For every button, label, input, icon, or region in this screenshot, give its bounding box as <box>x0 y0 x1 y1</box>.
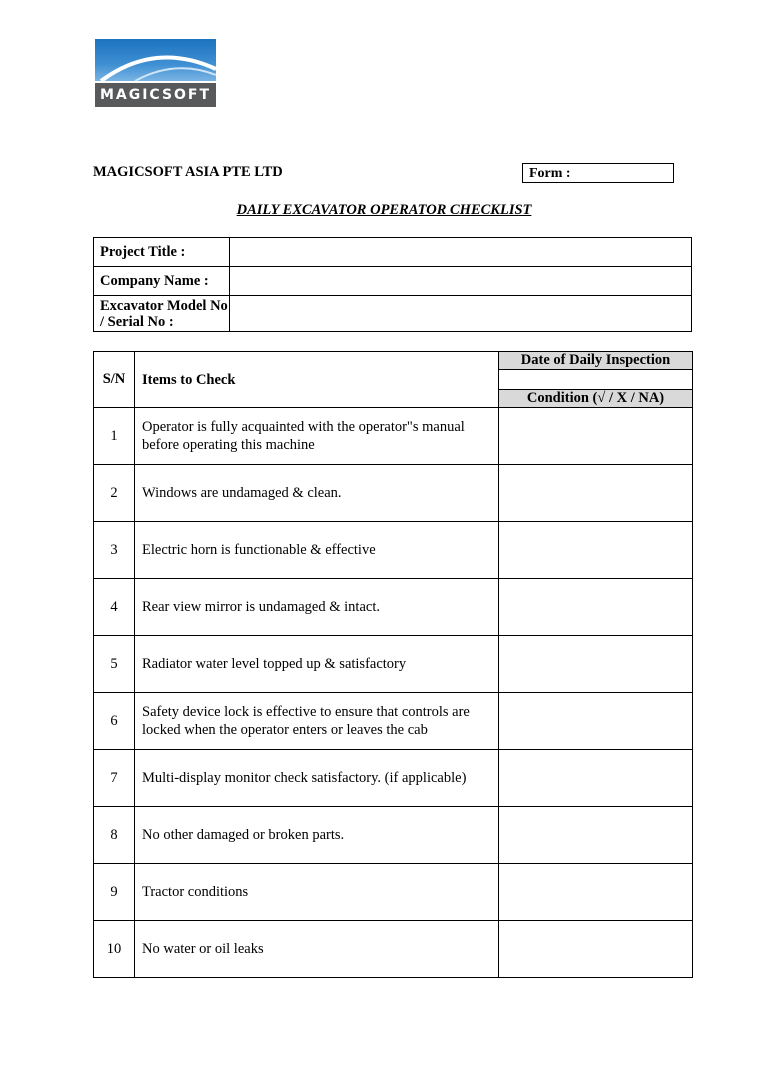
row-item: Rear view mirror is undamaged & intact. <box>135 579 499 636</box>
row-item: Electric horn is functionable & effective <box>135 522 499 579</box>
row-sn: 8 <box>94 807 135 864</box>
form-number-field[interactable] <box>522 163 674 183</box>
table-row <box>94 465 693 522</box>
inspection-date-field[interactable] <box>499 370 693 390</box>
row-sn: 2 <box>94 465 135 522</box>
row-condition-cell[interactable] <box>499 864 693 921</box>
row-sn: 9 <box>94 864 135 921</box>
table-row <box>94 522 693 579</box>
table-row <box>94 693 693 750</box>
page-title: DAILY EXCAVATOR OPERATOR CHECKLIST <box>236 202 532 218</box>
table-row <box>94 864 693 921</box>
row-item: No water or oil leaks <box>135 921 499 978</box>
row-sn: 5 <box>94 636 135 693</box>
row-sn: 1 <box>94 408 135 465</box>
row-item: Windows are undamaged & clean. <box>135 465 499 522</box>
row-condition-cell[interactable] <box>499 408 693 465</box>
logo-arc-graphic <box>95 39 216 81</box>
date-header: Date of Daily Inspection <box>499 352 693 370</box>
table-row <box>94 408 693 465</box>
row-item: Radiator water level topped up & satisfactory <box>135 636 499 693</box>
table-row <box>94 636 693 693</box>
logo-text: MAGICSOFT <box>99 87 212 103</box>
table-row <box>94 750 693 807</box>
row-condition-cell[interactable] <box>499 465 693 522</box>
form-label: Form : <box>529 166 571 181</box>
row-sn: 10 <box>94 921 135 978</box>
row-sn: 6 <box>94 693 135 750</box>
row-sn: 3 <box>94 522 135 579</box>
row-item: Multi-display monitor check satisfactory. (if applicable) <box>135 750 499 807</box>
row-condition-cell[interactable] <box>499 921 693 978</box>
project-info-table <box>93 237 692 332</box>
project-title-field[interactable] <box>230 238 692 267</box>
table-row <box>94 807 693 864</box>
row-condition-cell[interactable] <box>499 579 693 636</box>
excavator-model-field[interactable] <box>230 296 692 332</box>
company-name-label: Company Name : <box>94 267 230 296</box>
table-row <box>94 579 693 636</box>
condition-header: Condition (√ / X / NA) <box>499 390 693 408</box>
row-item: Safety device lock is effective to ensure that controls are locked when the operator enters or leaves the cab <box>135 693 499 750</box>
row-condition-cell[interactable] <box>499 750 693 807</box>
row-sn: 7 <box>94 750 135 807</box>
company-logo <box>95 39 216 107</box>
row-condition-cell[interactable] <box>499 807 693 864</box>
checklist-table <box>93 351 693 978</box>
row-condition-cell[interactable] <box>499 693 693 750</box>
row-condition-cell[interactable] <box>499 636 693 693</box>
excavator-model-label: Excavator Model No / Serial No : <box>94 296 230 332</box>
row-item: Tractor conditions <box>135 864 499 921</box>
company-name: MAGICSOFT ASIA PTE LTD <box>93 164 283 180</box>
items-header: Items to Check <box>135 352 499 408</box>
table-row <box>94 921 693 978</box>
row-sn: 4 <box>94 579 135 636</box>
row-condition-cell[interactable] <box>499 522 693 579</box>
company-name-field[interactable] <box>230 267 692 296</box>
project-title-label: Project Title : <box>94 238 230 267</box>
row-item: No other damaged or broken parts. <box>135 807 499 864</box>
sn-header: S/N <box>94 352 135 408</box>
row-item: Operator is fully acquainted with the operator"s manual before operating this machine <box>135 408 499 465</box>
